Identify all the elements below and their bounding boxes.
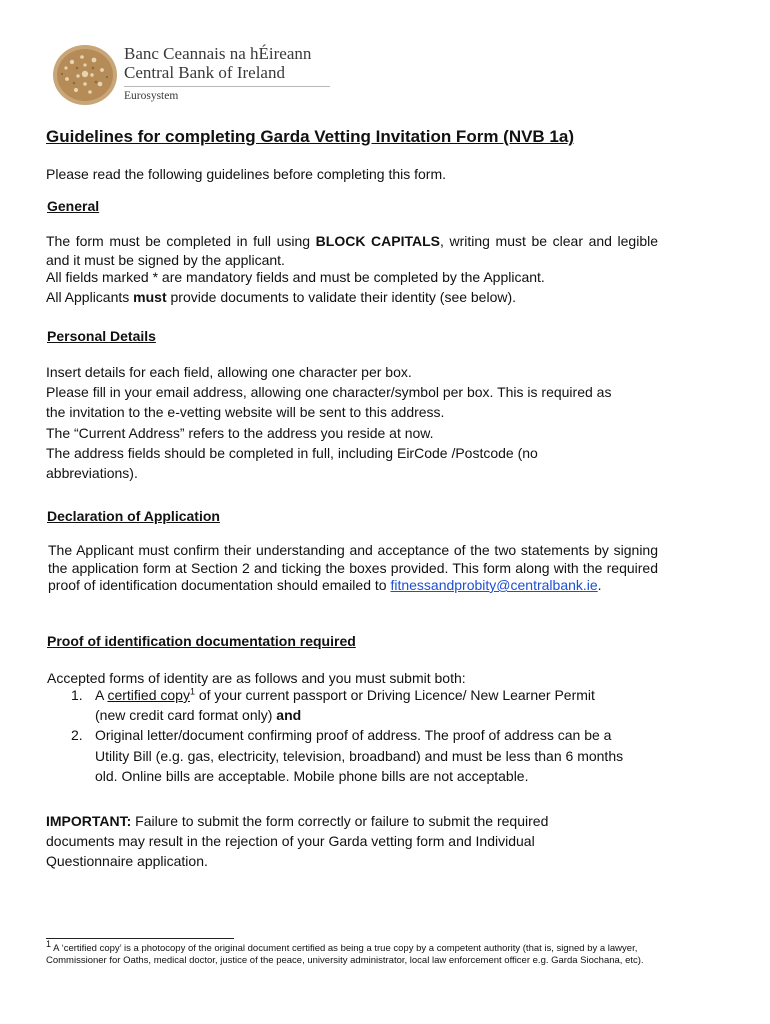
must-emphasis: must [133, 289, 167, 305]
central-bank-seal-logo [52, 44, 118, 106]
general-paragraph-3 [46, 287, 516, 307]
footnote-divider [46, 938, 234, 939]
list-item-1-line-2 [95, 705, 301, 725]
proof-list [71, 685, 671, 785]
important-label: IMPORTANT: [46, 813, 132, 829]
block-capitals-emphasis: BLOCK CAPITALS [315, 233, 440, 249]
logo-divider [124, 86, 330, 87]
general-p1-text-end: , writing must be clear and legible and it must be signed by the applicant. [46, 233, 659, 268]
personal-line-3: the invitation to the e-vetting website will be sent to this address. [46, 404, 445, 420]
personal-line-5: The address fields should be completed in full, including EirCode /Postcode (no [46, 445, 538, 461]
list-item-2-line-3: old. Online bills are acceptable. Mobile phone bills are not acceptable. [95, 768, 529, 784]
general-p3-text-end: provide documents to validate their identity (see below). [166, 289, 517, 305]
org-name-irish: Banc Ceannais na hÉireann [124, 44, 312, 63]
certified-copy-term: certified copy [107, 687, 190, 703]
page-title: Guidelines for completing Garda Vetting Invitation Form (NVB 1a) [46, 127, 575, 146]
general-heading: General [47, 198, 100, 214]
footnote-text [46, 938, 674, 967]
general-p1-text: The form must be completed in full using [46, 233, 316, 249]
declaration-heading: Declaration of Application [47, 508, 220, 524]
list-item-1-l2-text: (new credit card format only) [95, 707, 277, 723]
fitness-probity-email-link[interactable]: fitnessandprobity@centralbank.ie [390, 577, 598, 593]
general-paragraph-2: All fields marked * are mandatory fields and must be completed by the Applicant. [46, 269, 545, 285]
footnote-marker: 1 [46, 938, 52, 949]
footnote-reference: 1 [189, 686, 195, 697]
proof-heading: Proof of identification documentation required [47, 633, 356, 649]
and-emphasis: and [276, 707, 302, 723]
declaration-paragraph [48, 542, 658, 595]
footnote-body: A ‘certified copy’ is a photocopy of the original document certified as being a true copy by a competent authority (that is, signed by a lawyer, Commissioner for Oaths, medical doctor, justice of the peace, university administrator, local law enforcement officer e.g. Garda Siochana, etc). [46, 943, 644, 966]
intro-text: Please read the following guidelines before completing this form. [46, 166, 447, 182]
list-item-1-number: 1. [71, 687, 83, 703]
important-line-1 [46, 811, 548, 831]
declaration-end: . [597, 577, 602, 593]
general-paragraph-1 [46, 232, 658, 270]
declaration-text: The Applicant must confirm their understanding and acceptance of the two statements by signing the application form at Section 2 and ticking the boxes provided. This form along with the required proof of identification documentation should emailed to [48, 542, 658, 593]
proof-intro: Accepted forms of identity are as follows and you must submit both: [47, 670, 466, 686]
list-item-1-line-1 [95, 685, 595, 705]
important-text-1: Failure to submit the form correctly or failure to submit the required [131, 813, 549, 829]
personal-line-1: Insert details for each field, allowing one character per box. [46, 364, 412, 380]
personal-line-6: abbreviations). [46, 465, 138, 481]
important-line-3: Questionnaire application. [46, 853, 208, 869]
eurosystem-label: Eurosystem [124, 90, 179, 102]
list-item-1-pre: A [95, 687, 108, 703]
org-name-english: Central Bank of Ireland [124, 63, 285, 82]
list-item-2-line-2: Utility Bill (e.g. gas, electricity, television, broadband) and must be less than 6 months [95, 748, 624, 764]
personal-line-4: The “Current Address” refers to the address you reside at now. [46, 425, 434, 441]
personal-line-2: Please fill in your email address, allowing one character/symbol per box. This is required as [46, 384, 612, 400]
list-item-1-post: of your current passport or Driving Licence/ New Learner Permit [194, 687, 595, 703]
general-p3-text: All Applicants [46, 289, 134, 305]
list-item-2-line-1: Original letter/document confirming proof of address. The proof of address can be a [95, 727, 612, 743]
important-line-2: documents may result in the rejection of your Garda vetting form and Individual [46, 833, 535, 849]
personal-details-heading: Personal Details [47, 328, 156, 344]
list-item-2-number: 2. [71, 727, 83, 743]
